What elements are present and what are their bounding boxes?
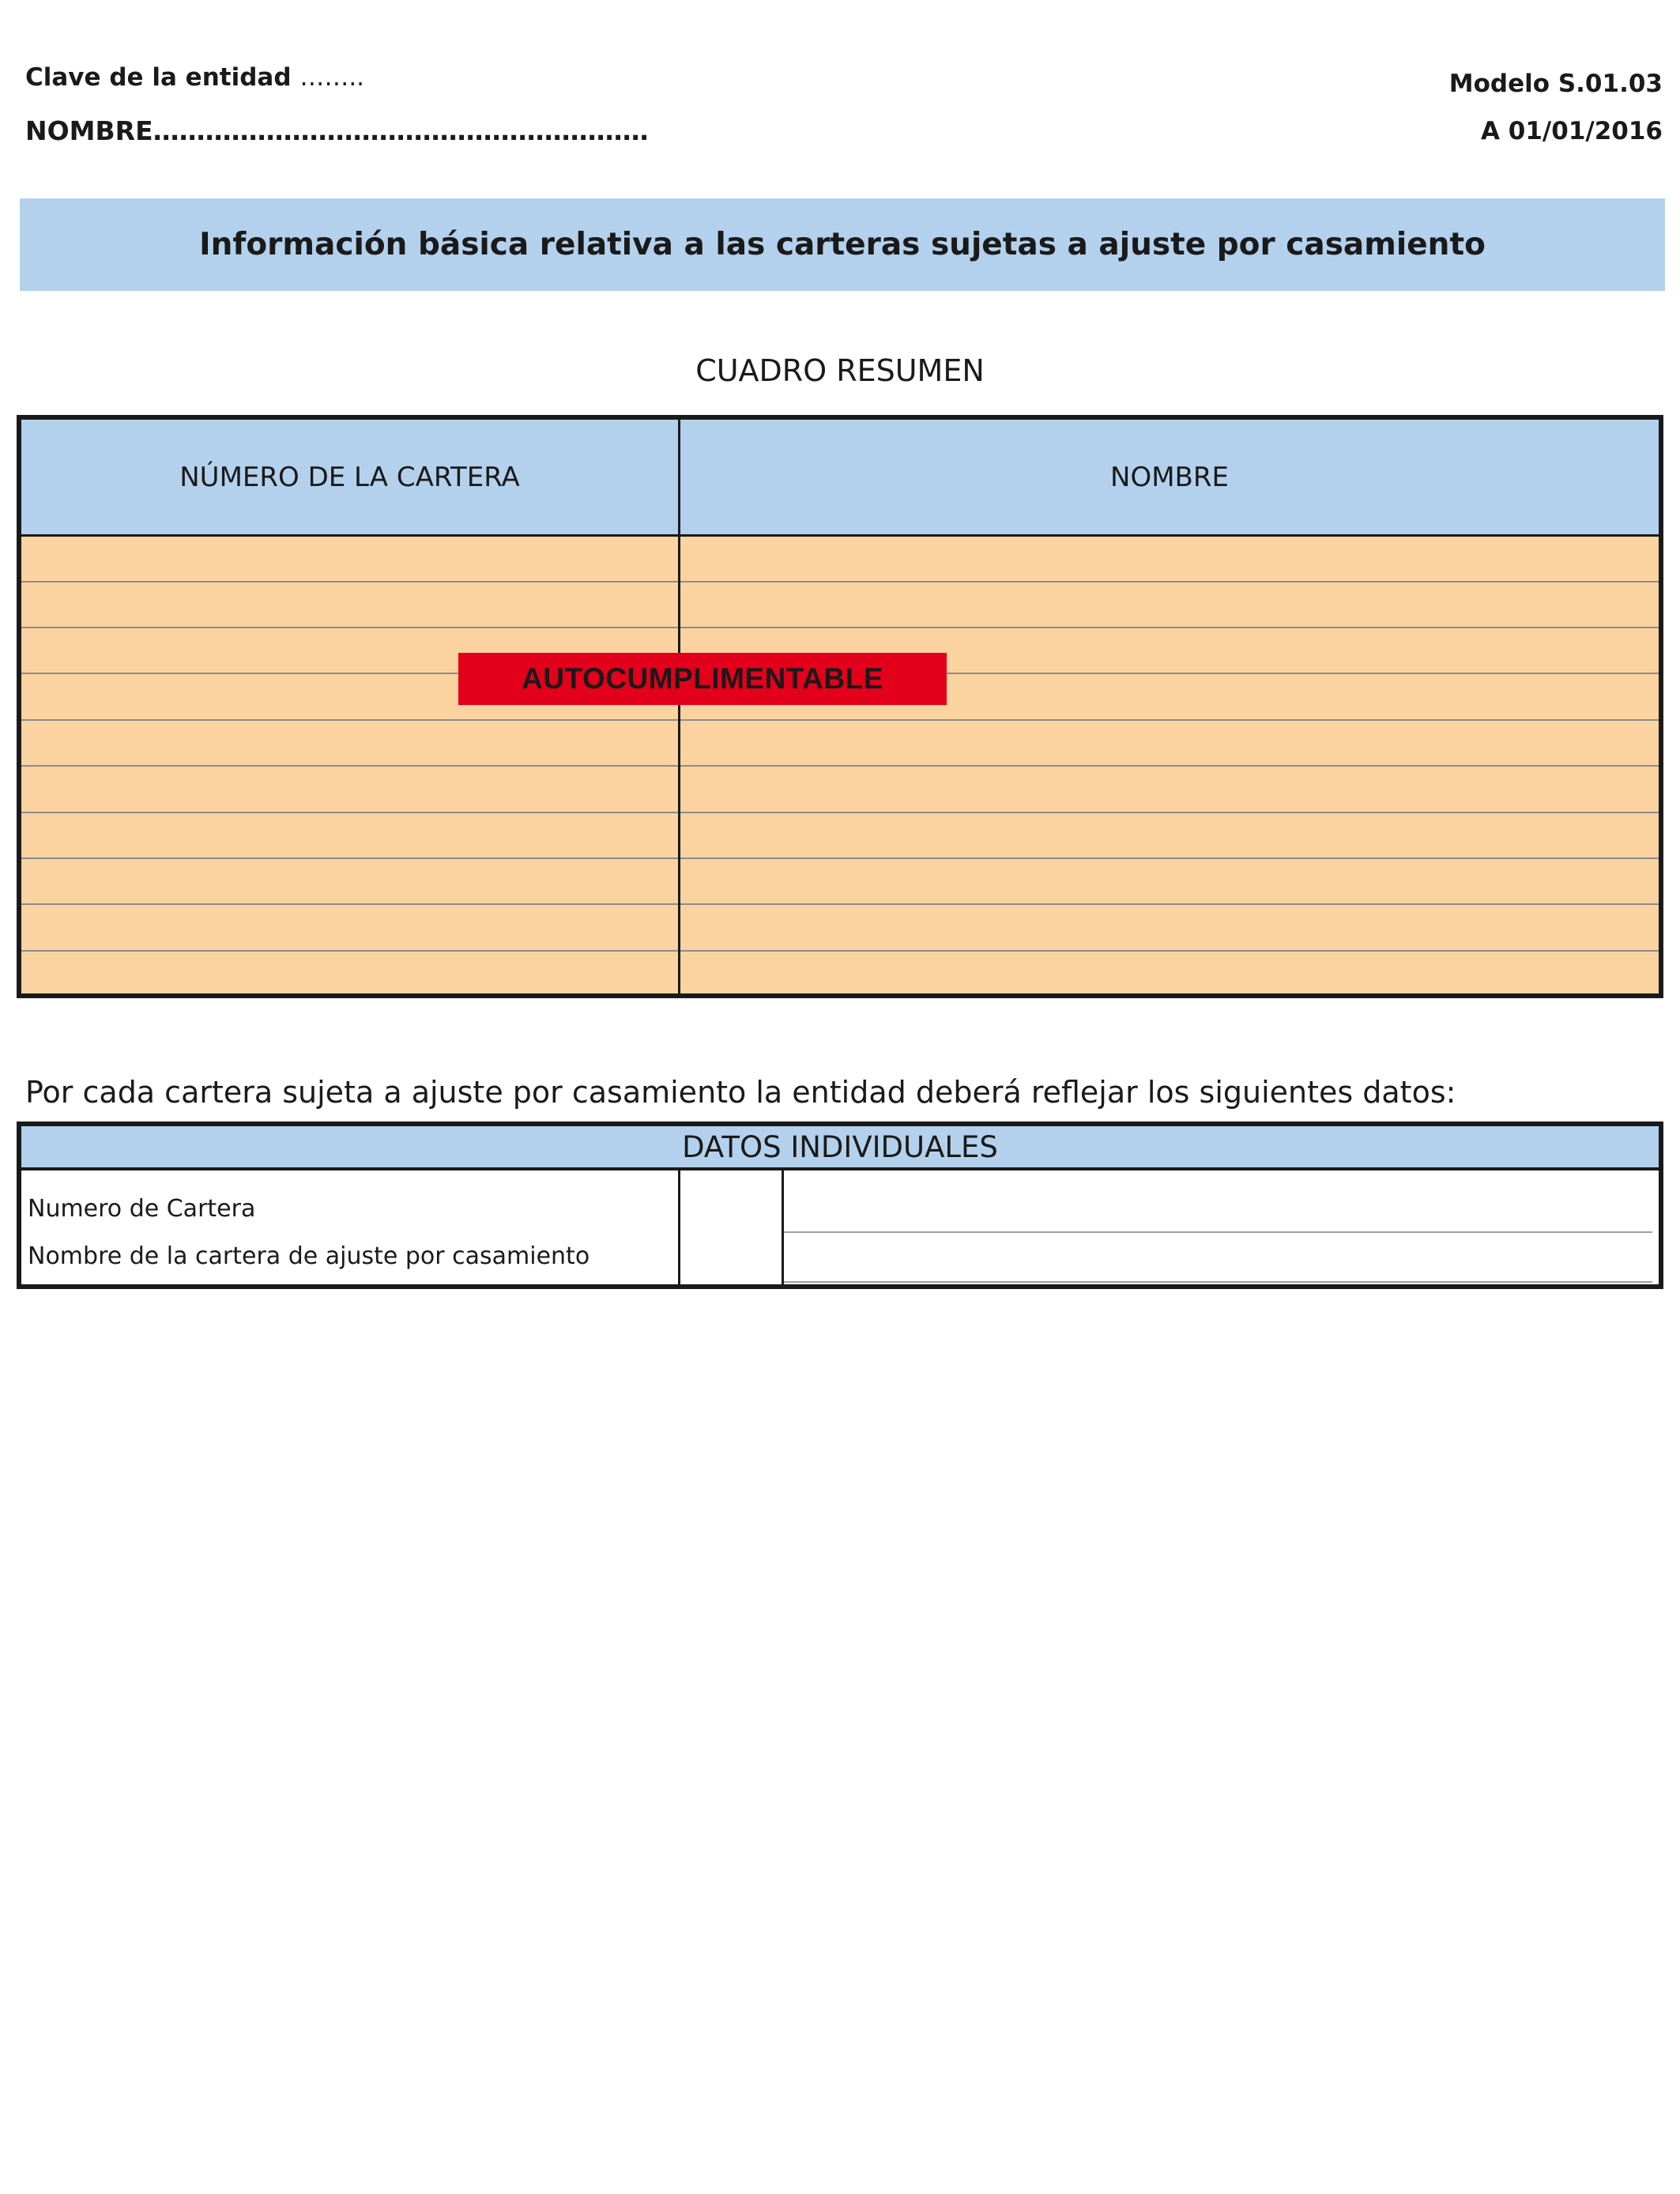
row-divider: [21, 581, 1659, 582]
title-banner: [20, 198, 1665, 291]
individual-data-header: DATOS INDIVIDUALES: [21, 1126, 1659, 1171]
field-label-portfolio-number: Numero de Cartera: [28, 1195, 256, 1223]
column-header-portfolio-number: NÚMERO DE LA CARTERA: [179, 461, 520, 493]
individual-data-table: [17, 1122, 1663, 1289]
instruction-text: Por cada cartera sujeta a ajuste por casamiento la entidad deberá reflejar los siguientes datos:: [25, 1075, 1456, 1110]
field-label-portfolio-name: Nombre de la cartera de ajuste por casamiento: [28, 1242, 590, 1270]
summary-caption: CUADRO RESUMEN: [695, 353, 985, 388]
entity-key-line: [25, 63, 364, 92]
row-divider: [21, 627, 1659, 628]
column-divider: [782, 1171, 784, 1284]
autocumplimentable-stamp: AUTOCUMPLIMENTABLE: [458, 653, 947, 705]
page-title: Información básica relativa a las carteras sujetas a ajuste por casamiento: [199, 227, 1486, 262]
row-divider: [21, 719, 1659, 721]
column-header-name: NOMBRE: [1110, 461, 1229, 493]
value-field-line: [784, 1231, 1652, 1233]
entity-key-placeholder: ……..: [299, 63, 365, 92]
summary-table-header: [21, 420, 1659, 537]
model-code: Modelo S.01.03: [1448, 70, 1663, 98]
row-divider: [21, 903, 1659, 905]
row-divider: [21, 765, 1659, 767]
row-divider: [21, 858, 1659, 859]
row-divider: [21, 812, 1659, 813]
entity-name-line: NOMBRE…………………………………………………: [25, 115, 649, 146]
value-field-line: [784, 1281, 1652, 1283]
column-divider: [678, 1171, 680, 1284]
entity-key-label: Clave de la entidad: [25, 63, 292, 92]
column-divider: [678, 420, 680, 993]
summary-table: [17, 415, 1663, 998]
row-divider: [21, 950, 1659, 952]
reference-date: A 01/01/2016: [1481, 117, 1663, 145]
